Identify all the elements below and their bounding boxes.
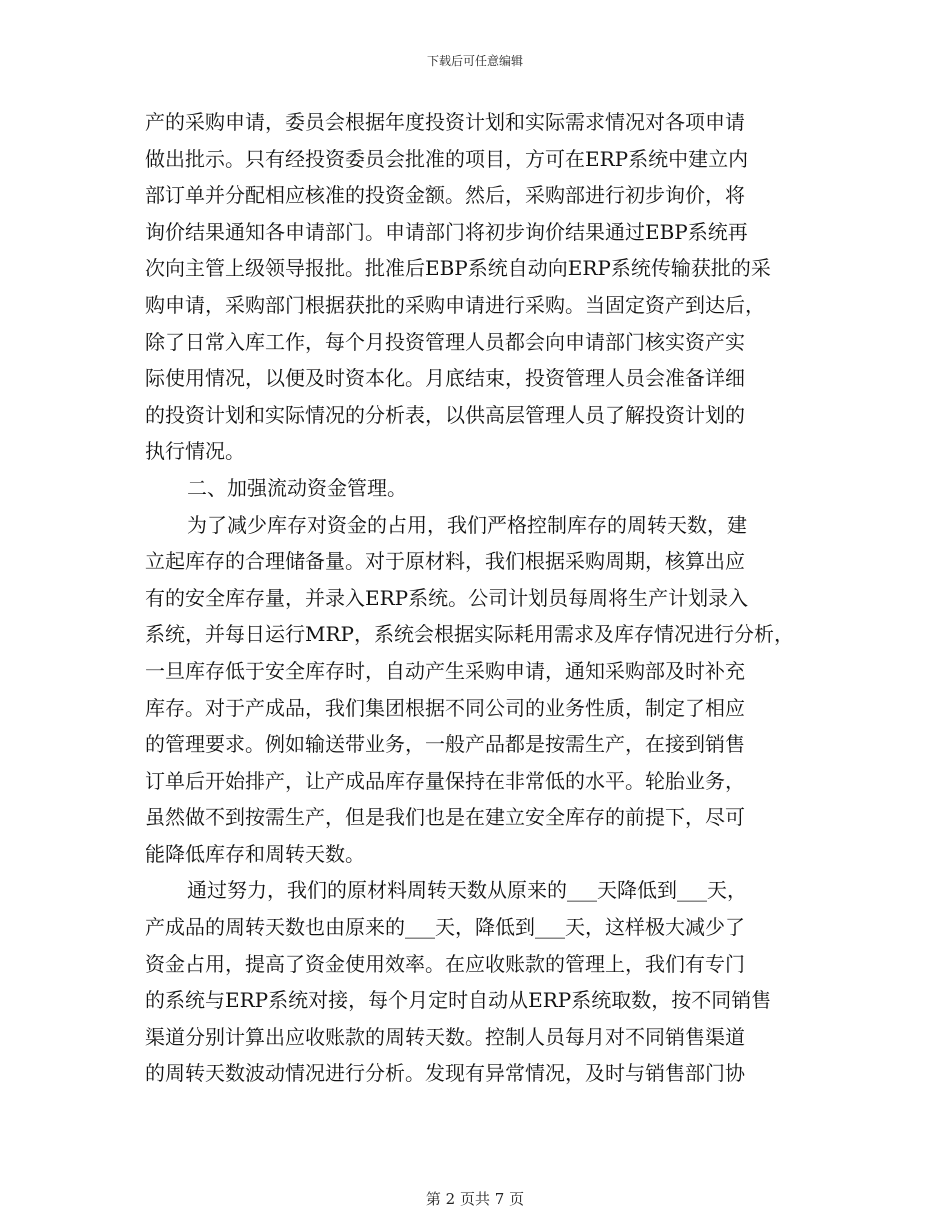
text-line: 的管理要求。例如输送带业务，一般产品都是按需生产，在接到销售 — [145, 732, 745, 757]
text-line: 系统，并每日运行MRP，系统会根据实际耗用需求及库存情况进行分析， — [145, 622, 794, 647]
text-line: 执行情况。 — [145, 439, 245, 464]
text-line: 的投资计划和实际情况的分析表，以供高层管理人员了解投资计划的 — [145, 402, 745, 427]
text-line: 的系统与ERP系统对接，每个月定时自动从ERP系统取数，按不同销售 — [145, 988, 772, 1013]
text-line: 的周转天数波动情况进行分析。发现有异常情况，及时与销售部门协 — [145, 1061, 745, 1086]
text-line: 虽然做不到按需生产，但是我们也是在建立安全库存的前提下，尽可 — [145, 805, 745, 830]
text-line: 通过努力，我们的原材料周转天数从原来的___天降低到___天， — [187, 878, 747, 903]
text-line: 购申请，采购部门根据获批的采购申请进行采购。当固定资产到达后， — [145, 292, 765, 317]
body-text — [145, 104, 825, 1092]
text-line: 库存。对于产成品，我们集团根据不同公司的业务性质，制定了相应 — [145, 695, 745, 720]
section-heading: 二、加强流动资金管理。 — [187, 475, 407, 500]
page-header: 下载后可任意编辑 — [426, 54, 523, 68]
text-line: 询价结果通知各申请部门。申请部门将初步询价结果通过EBP系统再 — [145, 219, 748, 244]
text-line: 一旦库存低于安全库存时，自动产生采购申请，通知采购部及时补充 — [145, 658, 745, 683]
text-line: 次向主管上级领导报批。批准后EBP系统自动向ERP系统传输获批的采 — [145, 256, 771, 281]
text-line: 做出批示。只有经投资委员会批准的项目，方可在ERP系统中建立内 — [145, 146, 749, 171]
text-line: 资金占用，提高了资金使用效率。在应收账款的管理上，我们有专门 — [145, 951, 745, 976]
text-line: 际使用情况，以便及时资本化。月底结束，投资管理人员会准备详细 — [145, 366, 745, 391]
text-line: 为了减少库存对资金的占用，我们严格控制库存的周转天数，建 — [187, 512, 747, 537]
page-footer: 第 2 页共 7 页 — [425, 1190, 525, 1208]
text-line: 能降低库存和周转天数。 — [145, 841, 365, 866]
text-line: 部订单并分配相应核准的投资金额。然后，采购部进行初步询价，将 — [145, 183, 745, 208]
text-line: 产的采购申请，委员会根据年度投资计划和实际需求情况对各项申请 — [145, 110, 745, 134]
text-line: 产成品的周转天数也由原来的___天，降低到___天，这样极大减少了 — [145, 915, 745, 940]
text-line: 有的安全库存量，并录入ERP系统。公司计划员每周将生产计划录入 — [145, 585, 749, 610]
text-line: 渠道分别计算出应收账款的周转天数。控制人员每月对不同销售渠道 — [145, 1024, 745, 1049]
text-line: 订单后开始排产，让产成品库存量保持在非常低的水平。轮胎业务， — [145, 768, 745, 793]
text-line: 除了日常入库工作，每个月投资管理人员都会向申请部门核实资产实 — [145, 329, 745, 354]
text-line: 立起库存的合理储备量。对于原材料，我们根据采购周期，核算出应 — [145, 549, 745, 574]
